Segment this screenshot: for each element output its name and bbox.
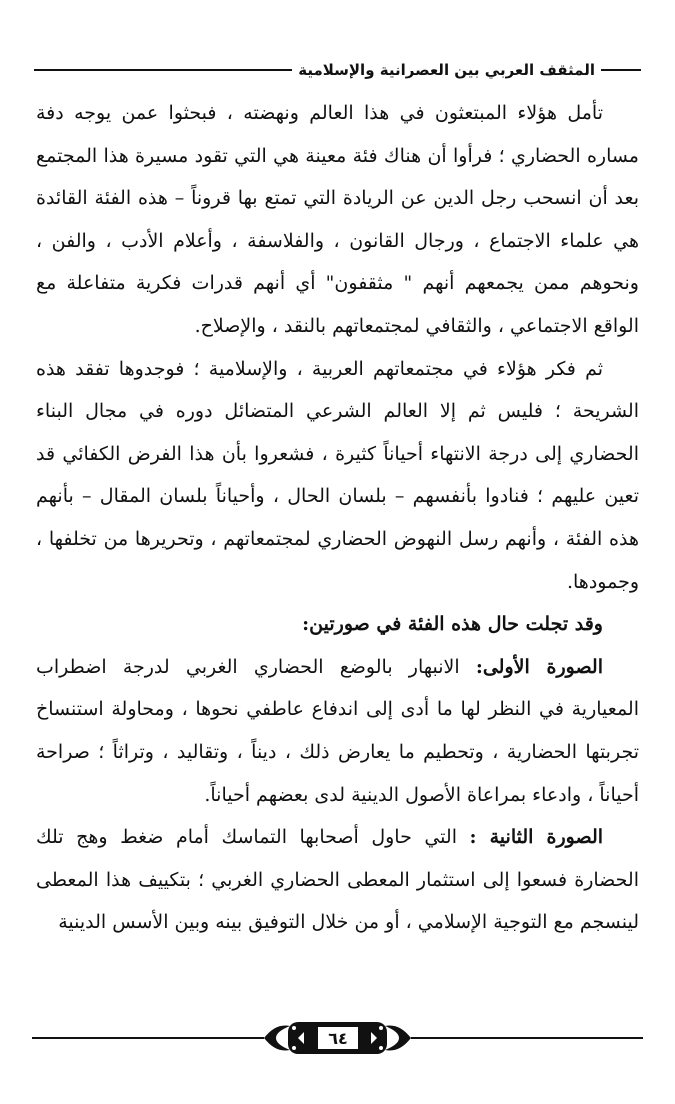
- paragraph-first-image: [36, 646, 639, 816]
- page-footer: [32, 1016, 643, 1060]
- page-body: [36, 92, 639, 944]
- first-image-text: الانبهار بالوضع الحضاري الغربي لدرجة اضطراب المعيارية في النظر لها ما أدى إلى اندفاع عاطفي نحوها ، ومحاولة استنساخ تجربتها الحضارية ، وتحطيم ما يعارض ذلك ، ديناً ، وتقاليد ، وتراثاً ؛ صراحة أحياناً ، وادعاء بمراعاة الأصول الدينية لدى بعضهم أحياناً.: [36, 655, 639, 806]
- second-image-label: الصورة الثانية :: [469, 826, 604, 849]
- page-number: ٦٤: [317, 1026, 359, 1050]
- paragraph-2: ثم فكر هؤلاء في مجتمعاتهم العربية ، والإسلامية ؛ فوجدوها تفقد هذه الشريحة ؛ فليس ثم إلا العالم الشرعي المتضائل دوره في مجال البناء الحضاري إلى درجة الانتهاء أحياناً كثيرة ، فشعروا بأن هذا الفرض الكفائي قد تعين عليهم ؛ فنادوا بأنفسهم – بلسان الحال ، وأحياناً بلسان المقال – بأنهم هذه الفئة ، وأنهم رسل النهوض الحضاري لمجتمعاتهم ، وتحريرها من تخلفها ، وجمودها.: [36, 357, 639, 593]
- second-image-text: التي حاول أصحابها التماسك أمام ضغط وهج تلك الحضارة فسعوا إلى استثمار المعطى الحضاري الغربي ؛ بتكييف هذا المعطى لينسجم مع التوجية الإسلامي ، أو من خلال التوفيق بينه وبين الأسس الدينية: [36, 826, 639, 934]
- running-header: [34, 52, 641, 88]
- header-rule-left: [34, 69, 292, 71]
- header-rule-right: [601, 69, 641, 71]
- paragraph-1: تأمل هؤلاء المبتعثون في هذا العالم ونهضته ، فبحثوا عمن يوجه دفة مساره الحضاري ؛ فرأوا أن هناك فئة معينة هي التي تقود مسيرة هذا المجتمع بعد أن انسحب رجل الدين عن الريادة التي تمتع بها قروناً – هذه الفئة القائدة هي علماء الاجتماع ، ورجال القانون ، والفلاسفة ، وأعلام الأدب ، والفن ، ونحوهم ممن يجمعهم أنهم " مثقفون" أي أنهم قدرات فكرية متفاعلة مع الواقع الاجتماعي ، والثقافي لمجتمعاتهم بالنقد ، والإصلاح.: [36, 102, 639, 337]
- section-heading: وقد تجلت حال هذه الفئة في صورتين:: [302, 613, 603, 636]
- running-header-title: المثقف العربي بين العصرانية والإسلامية: [298, 61, 595, 79]
- paragraph-second-image: [36, 816, 639, 944]
- first-image-label: الصورة الأولى:: [475, 655, 603, 678]
